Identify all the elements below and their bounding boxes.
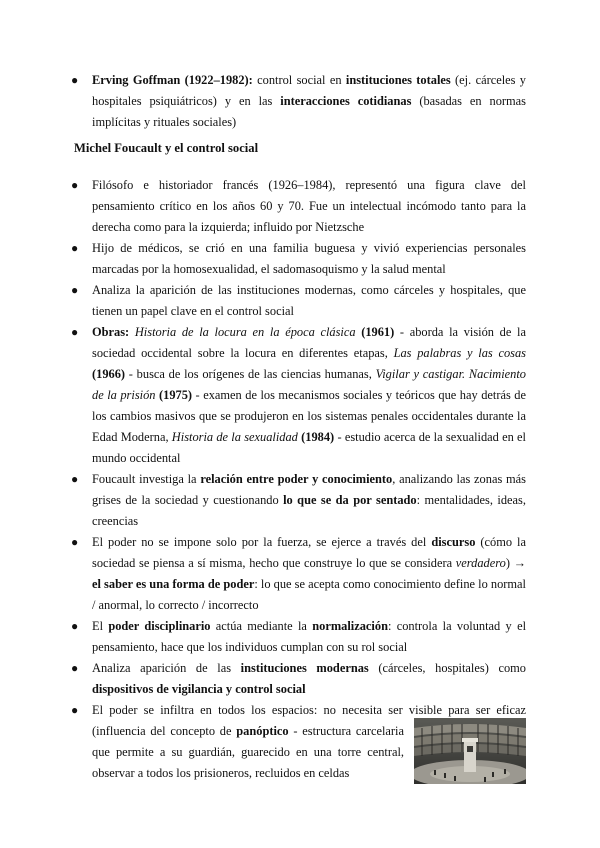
text: actúa mediante la xyxy=(210,619,313,633)
bullet-poder-conocimiento xyxy=(71,469,526,532)
bullet-obras xyxy=(71,322,527,469)
text: (influencia del concepto de xyxy=(92,724,237,738)
panopticon-illustration xyxy=(414,718,526,784)
bullet-dot: ● xyxy=(71,661,79,675)
text: : lo que se acepta como conocimiento define lo normal / anormal, lo correcto / incorrecto xyxy=(92,577,526,612)
bullet-dot: ● xyxy=(71,325,79,339)
text: Analiza aparición de las xyxy=(92,661,241,675)
section-heading: Michel Foucault y el control social xyxy=(74,141,259,155)
bullet-dot: ● xyxy=(71,283,79,297)
bullet-discurso xyxy=(71,532,526,616)
bullet-dot: ● xyxy=(71,703,79,717)
bullet-poder-disciplinario xyxy=(71,616,527,658)
bullet-dot: ● xyxy=(71,178,79,192)
bold-term: panóptico xyxy=(236,724,289,738)
bullet-dot: ● xyxy=(71,73,79,87)
bullet-instituciones-modernas xyxy=(71,658,526,700)
text: - examen de los mecanismos sociales y teóricos que hay detrás de los cambios masivos que se produjeron en los sistemas penales occidentales durante la Edad Moderna, xyxy=(92,388,526,444)
text: (ej. cárceles y hospitales psiquiátricos) y en las xyxy=(92,73,526,108)
work-title: Las palabras y las cosas xyxy=(393,346,527,360)
bold-term: poder disciplinario xyxy=(108,619,211,633)
text: Filósofo e historiador francés (1926–1984), representó una figura clave del pensamiento crítico en los años 60 y 70. Fue un intelectual incómodo tanto para la derecha como para la izquierda; influido por Nietzsche xyxy=(92,178,526,234)
bold-term: relación entre poder y conocimiento xyxy=(200,472,393,486)
bullet-dot: ● xyxy=(71,619,79,633)
goffman-name: Erving Goffman (1922–1982): xyxy=(92,73,253,87)
work-title: Historia de la locura en la época clásica xyxy=(134,325,356,339)
text: (basadas en normas implícitas y rituales sociales) xyxy=(92,94,526,129)
text: - aborda la visión de la sociedad occidental sobre la locura en diferentes etapas, xyxy=(92,325,526,360)
work-year: (1966) xyxy=(92,367,126,381)
bullet-dot: ● xyxy=(71,535,79,549)
bold-term: instituciones totales xyxy=(345,73,451,87)
text: - estudio acerca de la sexualidad en el mundo occidental xyxy=(92,430,527,465)
text: Foucault investiga la xyxy=(92,472,201,486)
bold-term: normalización xyxy=(312,619,388,633)
bullet-goffman xyxy=(71,70,526,133)
panoptico-text-block xyxy=(92,721,404,784)
bullet-instituciones xyxy=(71,280,526,322)
bullet-hijo-de-medicos xyxy=(71,238,526,280)
text: : controla la voluntad y el pensamiento, hace que los individuos cumplan con su rol social xyxy=(92,619,527,654)
bold-term: lo que se da por sentado xyxy=(283,493,417,507)
text: : mentalidades, ideas, creencias xyxy=(92,493,526,528)
bold-term: instituciones modernas xyxy=(240,661,369,675)
panopticon-image xyxy=(414,718,526,784)
text: El poder no se impone solo por la fuerza, se ejerce a través del xyxy=(92,535,432,549)
text: ) → xyxy=(505,556,526,570)
bold-term: interacciones cotidianas xyxy=(280,94,412,108)
text: El xyxy=(92,619,109,633)
text: Hijo de médicos, se crió en una familia buguesa y vivió experiencias personales marcadas por la homosexualidad, el sadomasoquismo y la salud mental xyxy=(92,241,526,276)
work-year: (1975) xyxy=(155,388,193,402)
work-year: (1961) xyxy=(355,325,395,339)
text: , analizando las zonas más grises de la sociedad y cuestionando xyxy=(92,472,526,507)
work-title: Historia de la sexualidad xyxy=(171,430,298,444)
text: control social en xyxy=(252,73,346,87)
bullet-filosofo xyxy=(71,175,526,238)
bullet-dot: ● xyxy=(71,472,79,486)
text: (cómo la sociedad se piensa a sí misma, hecho que construye lo que se considera xyxy=(92,535,526,570)
text: El poder se infiltra en todos los espacios: no necesita ser visible para ser eficaz xyxy=(92,703,526,717)
bold-term: el saber es una forma de poder xyxy=(92,577,255,591)
work-year: (1984) xyxy=(297,430,335,444)
work-title: Vigilar y castigar. Nacimiento de la prisión xyxy=(92,367,526,402)
text: - busca de los orígenes de las ciencias humanas, xyxy=(125,367,376,381)
text: (cárceles, hospitales) como xyxy=(368,661,526,675)
bold-term: discurso xyxy=(431,535,476,549)
text: - estructura carcelaria que permite a su guardián, guarecido en una torre central, observar a todos los prisioneros, recluidos en celdas xyxy=(92,724,404,780)
obras-label: Obras: xyxy=(92,325,130,339)
bullet-dot: ● xyxy=(71,241,79,255)
bold-term: dispositivos de vigilancia y control social xyxy=(92,682,306,696)
text: Analiza la aparición de las instituciones modernas, como cárceles y hospitales, que tienen un papel clave en el control social xyxy=(92,283,526,318)
italic-term: verdadero xyxy=(455,556,506,570)
